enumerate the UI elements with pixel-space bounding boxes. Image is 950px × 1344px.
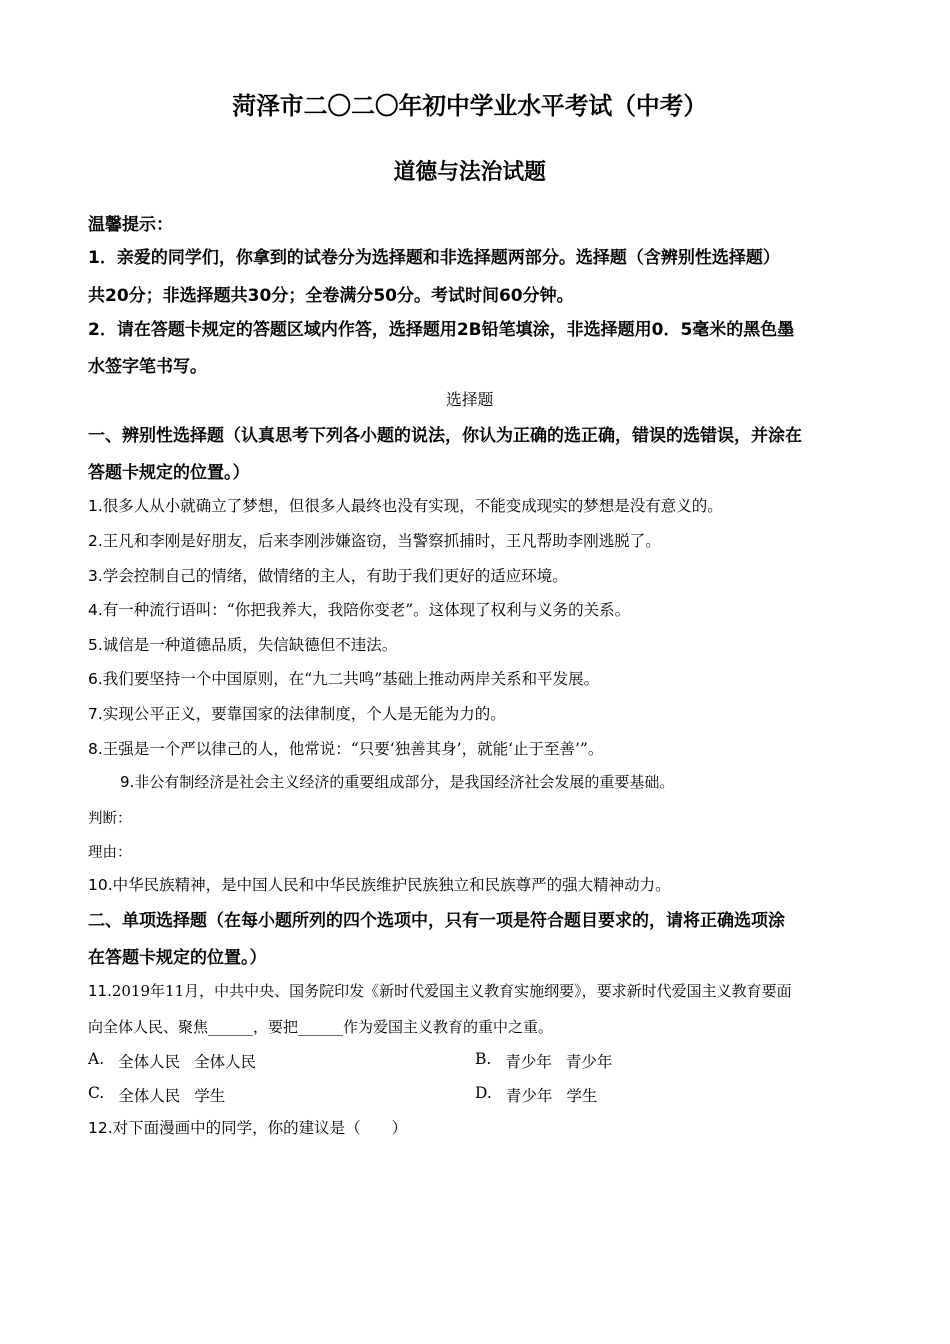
question-5: 5.诚信是一种道德品质，失信缺德但不违法。 [88,636,398,654]
question-8: 8.王强是一个严以律己的人，他常说：“只要‘独善其身’，就能‘止于至善’”。 [88,740,604,758]
tips-line-3: 2．请在答题卡规定的答题区域内作答，选择题用2B铅笔填涂，非选择题用0．5毫米的黑色墨 [88,320,795,340]
option-value-2: 青少年 [565,1053,613,1071]
tips-line-1: 1．亲爱的同学们，你拿到的试卷分为选择题和非选择题两部分。选择题（含辨别性选择题） [88,248,780,268]
option-b[interactable] [475,1050,612,1072]
question-2: 2.王凡和李刚是好朋友，后来李刚涉嫌盗窃，当警察抓捕时，王凡帮助李刚逃脱了。 [88,532,661,550]
tips-heading: 温馨提示： [88,215,173,235]
question-1: 1.很多人从小就确立了梦想，但很多人最终也没有实现，不能变成现实的梦想是没有意义的。 [88,497,723,515]
question-6: 6.我们要坚持一个中国原则，在“九二共鸣”基础上推动两岸关系和平发展。 [88,670,600,688]
reason-label: 理由： [88,845,132,861]
part1-heading-line-2: 答题卡规定的位置。） [88,463,250,483]
question-10: 10.中华民族精神，是中国人民和中华民族维护民族独立和民族尊严的强大精神动力。 [88,876,671,894]
question-11-line-2: 向全体人民、聚焦______，要把______作为爱国主义教育的重中之重。 [88,1018,554,1036]
part1-heading-line-1: 一、辨别性选择题（认真思考下列各小题的说法，你认为正确的选正确，错误的选错误，并涂在 [88,426,802,446]
question-3: 3.学会控制自己的情绪，做情绪的主人，有助于我们更好的适应环境。 [88,567,568,585]
question-4: 4.有一种流行语叫：“你把我养大，我陪你变老”。这体现了权利与义务的关系。 [88,601,631,619]
option-value-1: 全体人民 [118,1087,181,1105]
option-value-1: 全体人民 [118,1053,181,1071]
question-11-line-1: 11.2019年11月，中共中央、国务院印发《新时代爱国主义教育实施纲要》，要求新时代爱国主义教育要面 [88,982,792,1000]
option-label: A. [88,1050,105,1068]
option-label: C. [88,1084,105,1102]
part2-heading-line-2: 在答题卡规定的位置。） [88,948,267,968]
option-label: B. [475,1050,492,1068]
section-title: 选择题 [446,390,494,409]
question-12: 12.对下面漫画中的同学，你的建议是（ ） [88,1119,408,1137]
option-c[interactable] [88,1084,225,1106]
option-value-2: 学生 [566,1087,598,1105]
tips-line-2: 共20分；非选择题共30分；全卷满分50分。考试时间60分钟。 [88,286,574,306]
question-9: 9.非公有制经济是社会主义经济的重要组成部分，是我国经济社会发展的重要基础。 [120,773,675,791]
tips-line-4: 水签字笔书写。 [88,357,207,377]
question-7: 7.实现公平正义，要靠国家的法律制度，个人是无能为力的。 [88,705,506,723]
option-value-1: 青少年 [505,1053,552,1071]
option-label: D. [475,1084,492,1102]
judge-label: 判断： [88,811,132,827]
option-a[interactable] [88,1050,256,1072]
exam-subtitle: 道德与法治试题 [393,160,546,185]
option-value-2: 学生 [194,1087,226,1105]
exam-title: 菏泽市二〇二〇年初中学业水平考试（中考） [232,92,708,120]
part2-heading-line-1: 二、单项选择题（在每小题所列的四个选项中，只有一项是符合题目要求的，请将正确选项涂 [88,911,785,931]
option-value-1: 青少年 [505,1087,553,1105]
option-d[interactable] [475,1084,597,1106]
option-value-2: 全体人民 [194,1053,257,1071]
